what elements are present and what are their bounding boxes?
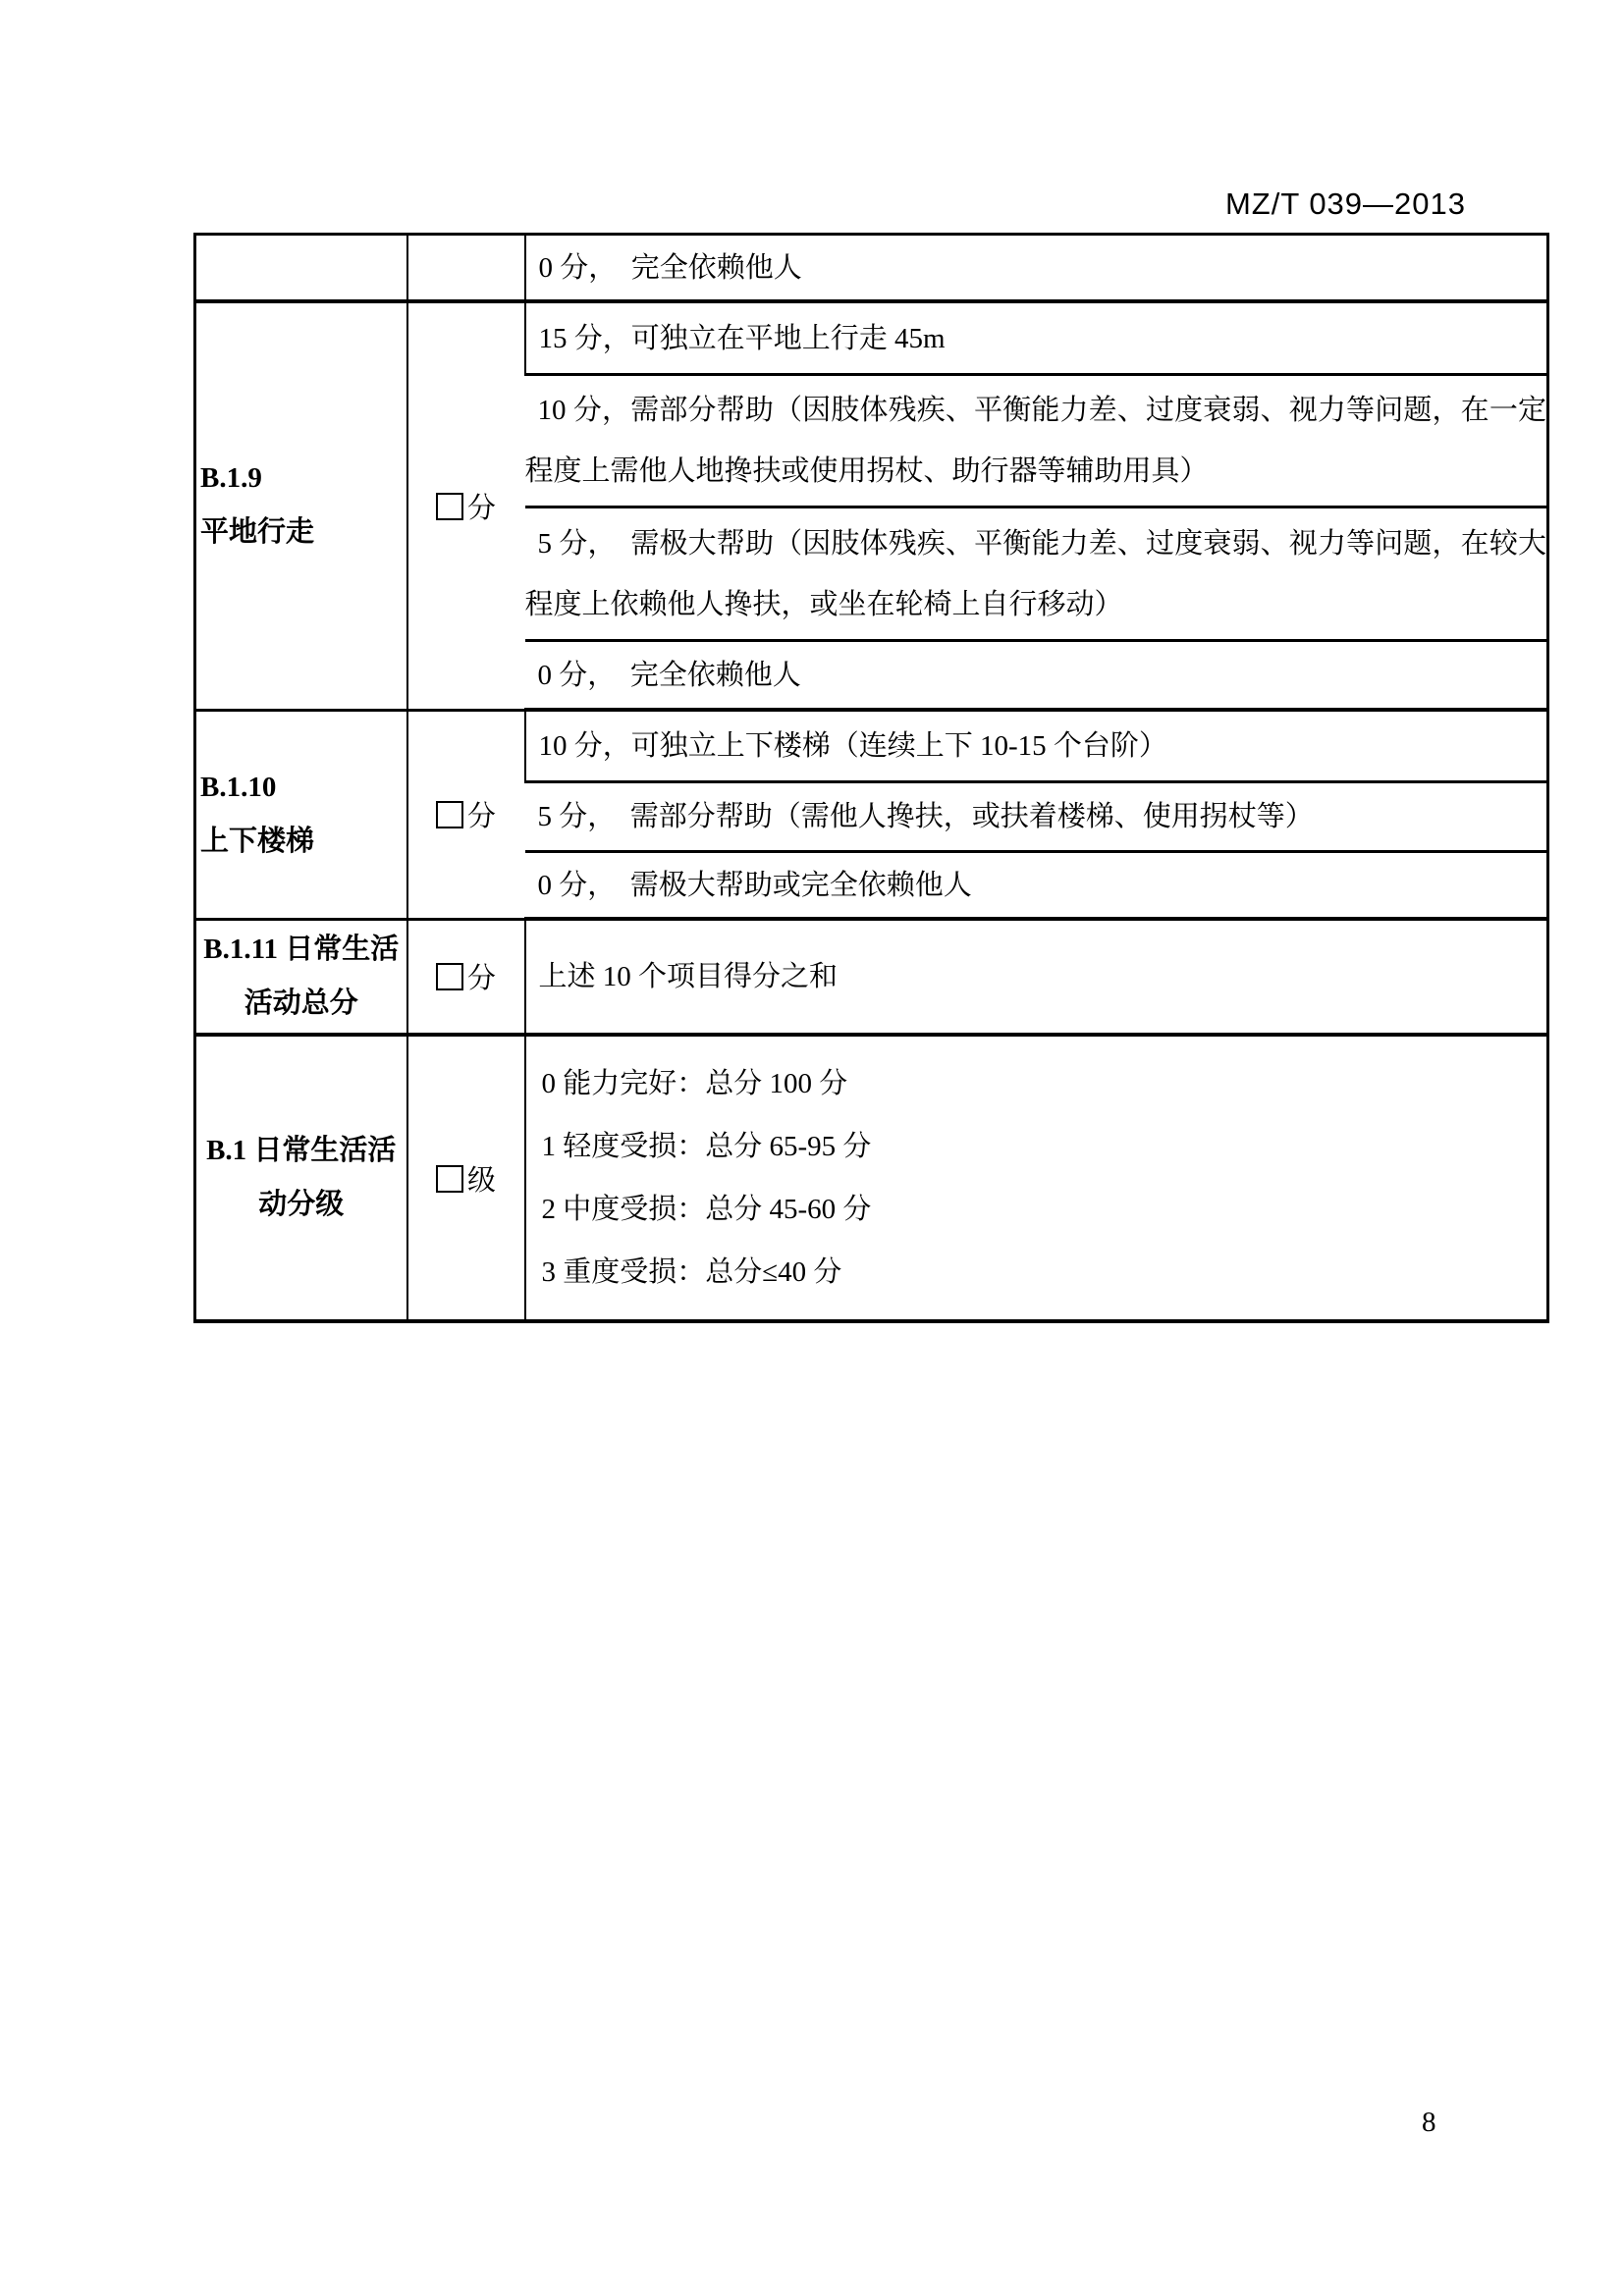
item-title: 动分级	[258, 1189, 345, 1220]
grade-option: 0 能力完好：总分 100 分	[541, 1068, 848, 1099]
item-label-empty	[195, 235, 407, 302]
grade-option: 2 中度受损：总分 45-60 分	[541, 1194, 872, 1225]
score-option: 0 分， 完全依赖他人	[525, 235, 1548, 302]
item-label-b19	[195, 301, 407, 710]
table-row-continuation	[195, 235, 1548, 302]
page-number: 8	[1422, 2107, 1436, 2138]
item-title: 活动总分	[244, 987, 358, 1019]
score-option: 上述 10 个项目得分之和	[525, 919, 1548, 1035]
item-code: B.1.9	[200, 462, 262, 495]
item-label-b111	[195, 919, 407, 1035]
checkbox-icon	[436, 1165, 463, 1193]
grade-unit: 级	[466, 1164, 496, 1197]
item-code: B.1.10	[200, 771, 277, 803]
table-row-b110	[195, 710, 1548, 782]
item-title: 平地行走	[200, 516, 315, 549]
checkbox-icon	[436, 801, 463, 828]
doc-code: MZ/T 039—2013	[1224, 187, 1466, 221]
table-row-b111	[195, 919, 1548, 1035]
grade-options-cell	[525, 1035, 1548, 1321]
score-option: 0 分， 完全依赖他人	[525, 641, 1548, 711]
item-label-b1	[195, 1035, 407, 1321]
score-unit: 分	[466, 492, 496, 524]
adl-assessment-table-wrap	[193, 233, 1549, 1323]
score-entry-cell-b110	[407, 710, 525, 919]
grade-entry-cell-b1	[407, 1035, 525, 1321]
table-row-b1-grading	[195, 1035, 1548, 1321]
item-code: B.1.11 日常生活	[203, 933, 400, 965]
item-title: 上下楼梯	[200, 825, 315, 857]
score-entry-cell-b111	[407, 919, 525, 1035]
score-option: 5 分， 需部分帮助（需他人搀扶，或扶着楼梯、使用拐杖等）	[525, 782, 1548, 852]
adl-assessment-table	[193, 233, 1549, 1323]
item-label-b110	[195, 710, 407, 919]
table-row-b19	[195, 301, 1548, 375]
score-option: 5 分， 需极大帮助（因肢体残疾、平衡能力差、过度衰弱、视力等问题，在较大程度上依赖他人搀扶，或坐在轮椅上自行移动）	[525, 507, 1548, 641]
score-unit: 分	[466, 801, 496, 832]
item-code: B.1 日常生活活	[206, 1135, 397, 1166]
score-option: 10 分，可独立上下楼梯（连续上下 10-15 个台阶）	[525, 710, 1548, 782]
grade-option: 1 轻度受损：总分 65-95 分	[541, 1131, 872, 1162]
grade-option: 3 重度受损：总分≤40 分	[541, 1256, 842, 1288]
score-unit: 分	[466, 963, 496, 995]
score-option: 0 分， 需极大帮助或完全依赖他人	[525, 852, 1548, 920]
checkbox-icon	[436, 963, 463, 990]
score-option: 15 分，可独立在平地上行走 45m	[525, 301, 1548, 375]
score-option: 10 分，需部分帮助（因肢体残疾、平衡能力差、过度衰弱、视力等问题，在一定程度上需他人地搀扶或使用拐杖、助行器等辅助用具）	[525, 375, 1548, 507]
score-entry-cell-b19	[407, 301, 525, 710]
checkbox-icon	[436, 493, 463, 520]
score-cell-empty	[407, 235, 525, 302]
